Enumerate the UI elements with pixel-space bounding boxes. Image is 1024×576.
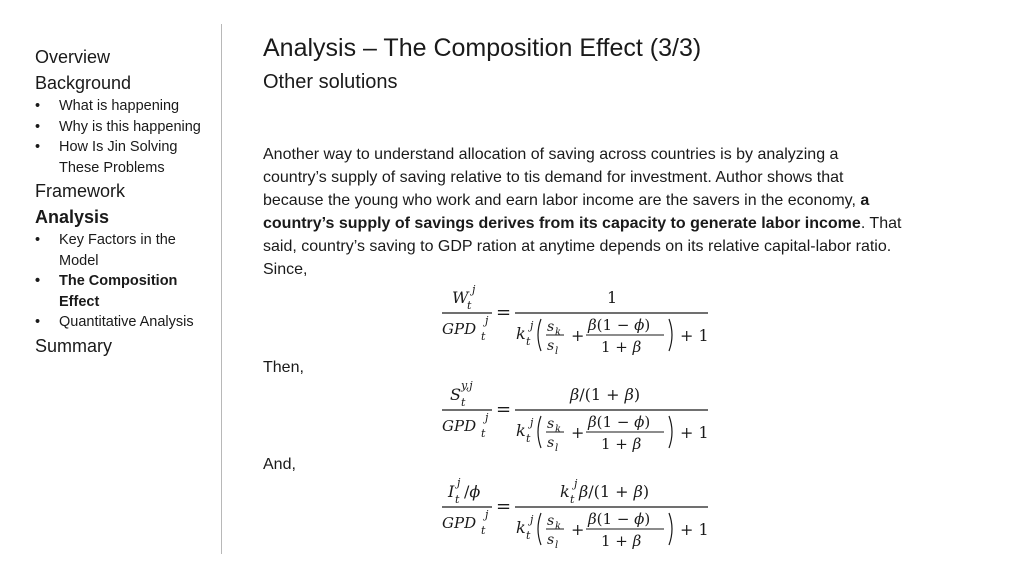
svg-text:s: s <box>547 435 555 451</box>
svg-text:GPD: GPD <box>442 417 477 435</box>
svg-text:t: t <box>481 330 486 343</box>
svg-text:+: + <box>571 423 585 442</box>
svg-text:+: + <box>571 326 585 345</box>
svg-text:k: k <box>555 424 562 435</box>
svg-text:=: = <box>496 302 512 323</box>
svg-text:j: j <box>530 319 534 332</box>
svg-text:β(1 − ϕ): β(1 − ϕ) <box>588 510 651 528</box>
paragraph-bold-text: a country’s supply of savings derives from its capacity to generate labor income <box>263 192 870 232</box>
svg-text:s: s <box>547 532 555 548</box>
svg-text:j: j <box>457 476 461 489</box>
svg-text:GPD: GPD <box>442 514 477 532</box>
svg-text:S: S <box>450 385 461 404</box>
svg-text:1 + β: 1 + β <box>601 338 642 356</box>
svg-text:/ϕ: /ϕ <box>464 482 481 501</box>
svg-text:1 + β: 1 + β <box>601 435 642 453</box>
svg-text:k: k <box>555 327 562 338</box>
svg-text:t: t <box>455 493 460 506</box>
nav-item-why-is-this-happening[interactable]: • Why is this happening <box>35 117 210 138</box>
svg-text:β/(1 + β): β/(1 + β) <box>570 385 641 404</box>
svg-text:j: j <box>485 508 489 521</box>
background-subitems <box>35 96 210 178</box>
svg-text:k: k <box>516 421 526 440</box>
svg-text:y,j: y,j <box>461 379 473 392</box>
page-subtitle: Other solutions <box>263 71 398 93</box>
svg-text:I: I <box>448 482 455 501</box>
svg-text:+ 1: + 1 <box>680 520 709 539</box>
nav-item-what-is-happening[interactable]: • What is happening <box>35 96 210 117</box>
paragraph-text-start: Another way to understand allocation of saving across countries is by analyzing a country’s supply of saving relative to tis demand for investment. Author shows that because the young who work and earn labor income are the savers in the economy, <box>263 146 861 209</box>
svg-text:j: j <box>472 283 476 296</box>
nav-section-overview[interactable]: Overview <box>35 47 111 67</box>
equation-wage-share <box>440 283 730 363</box>
sidebar-nav <box>35 44 210 359</box>
nav-item-composition-effect[interactable]: • The Composition Effect <box>35 271 210 312</box>
svg-text:β(1 − ϕ): β(1 − ϕ) <box>588 413 651 431</box>
svg-text:t: t <box>526 335 531 348</box>
page-title: Analysis – The Composition Effect (3/3) <box>263 34 702 62</box>
svg-text:W: W <box>452 288 469 307</box>
svg-text:s: s <box>547 338 555 354</box>
equation-saving-share <box>440 380 730 460</box>
svg-text:1 + β: 1 + β <box>601 532 642 550</box>
svg-text:l: l <box>555 540 559 551</box>
nav-item-how-is-jin-solving[interactable]: • How Is Jin Solving These Problems <box>35 137 210 178</box>
svg-text:t: t <box>461 396 466 409</box>
svg-text:=: = <box>496 496 512 517</box>
svg-text:k: k <box>555 521 562 532</box>
svg-text:GPD: GPD <box>442 320 477 338</box>
and-label: And, <box>263 456 296 473</box>
nav-section-background[interactable]: Background <box>35 73 132 93</box>
nav-item-quantitative-analysis[interactable]: • Quantitative Analysis <box>35 312 210 333</box>
paragraph-text-end: . That said, country’s saving to GDP ration at anytime depends on its relative capital-labor ratio. Since, <box>263 215 902 278</box>
analysis-subitems <box>35 230 210 333</box>
svg-text:t: t <box>481 427 486 440</box>
nav-section-summary[interactable]: Summary <box>35 335 113 356</box>
svg-text:k: k <box>516 324 526 343</box>
then-label: Then, <box>263 359 304 376</box>
svg-text:s: s <box>547 319 555 335</box>
svg-text:β(1 − ϕ): β(1 − ϕ) <box>588 316 651 334</box>
svg-text:j: j <box>530 513 534 526</box>
svg-text:t: t <box>467 299 472 312</box>
svg-text:+: + <box>571 520 585 539</box>
vertical-divider <box>221 24 222 554</box>
svg-text:j: j <box>574 477 578 490</box>
svg-text:t: t <box>570 493 575 506</box>
svg-text:β/(1 + β): β/(1 + β) <box>579 482 650 501</box>
svg-text:t: t <box>526 529 531 542</box>
svg-text:1: 1 <box>607 288 618 307</box>
svg-text:=: = <box>496 399 512 420</box>
equation-investment-share <box>440 477 730 557</box>
svg-text:+ 1: + 1 <box>680 423 709 442</box>
svg-text:+ 1: + 1 <box>680 326 709 345</box>
svg-text:k: k <box>560 482 570 501</box>
nav-section-analysis[interactable]: Analysis <box>35 207 110 227</box>
svg-text:t: t <box>481 524 486 537</box>
svg-text:s: s <box>547 416 555 432</box>
nav-section-framework[interactable]: Framework <box>35 181 126 201</box>
svg-text:s: s <box>547 513 555 529</box>
svg-text:j: j <box>485 314 489 327</box>
nav-item-key-factors[interactable]: • Key Factors in the Model <box>35 230 210 271</box>
svg-text:l: l <box>555 443 559 454</box>
svg-text:l: l <box>555 346 559 357</box>
body-paragraph <box>263 143 903 281</box>
svg-text:k: k <box>516 518 526 537</box>
svg-text:t: t <box>526 432 531 445</box>
svg-text:j: j <box>530 416 534 429</box>
svg-text:j: j <box>485 411 489 424</box>
